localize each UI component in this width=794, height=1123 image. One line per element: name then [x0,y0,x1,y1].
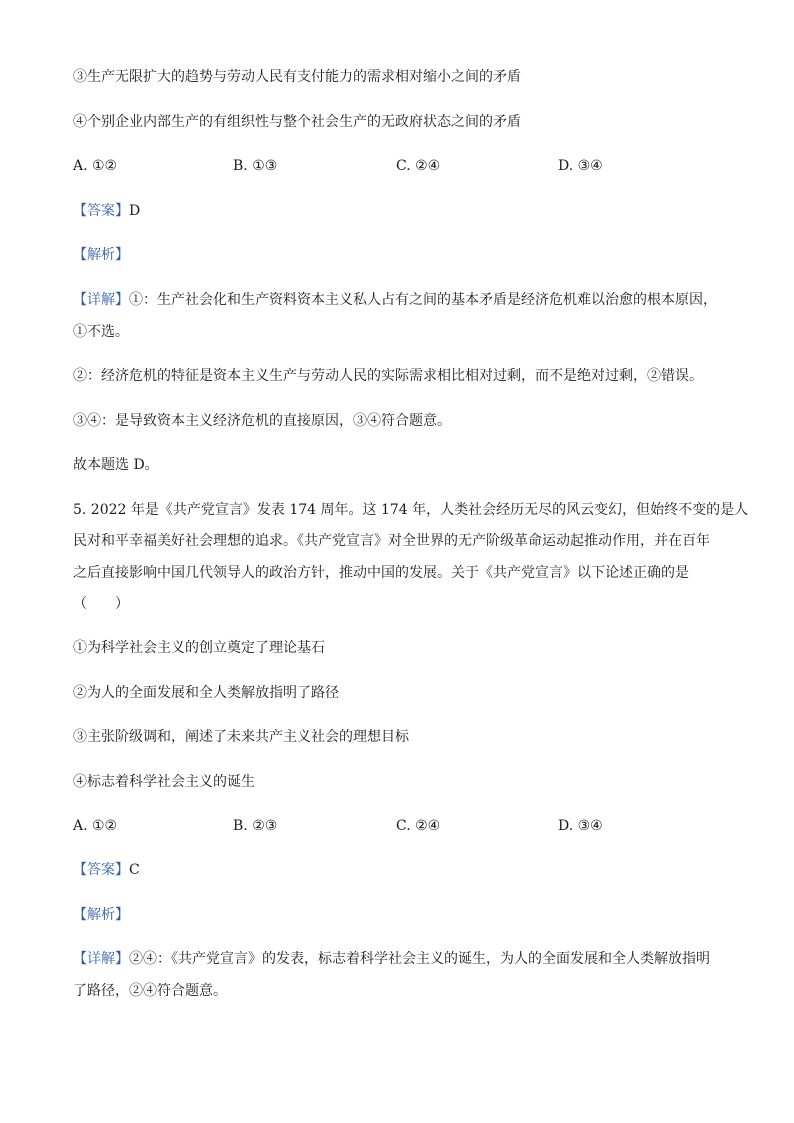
detail-text: ①：生产社会化和生产资料资本主义私人占有之间的基本矛盾是经济危机难以治愈的根本原因， [129,292,717,308]
q5-analysis-label: 【解析】 [73,907,129,923]
q5-choice-b: B. ②③ [233,818,278,834]
detail-label: 【详解】 [73,292,129,308]
q5-choice-d: D. ③④ [558,818,603,834]
q5-option-item-2: ②为人的全面发展和全人类解放指明了路径 [73,685,339,701]
answer-label: 【答案】 [73,862,129,878]
detail-text: ②④：《共产党宣言》的发表，标志着科学社会主义的诞生，为人的全面发展和全人类解放指明 [129,951,710,967]
q4-choice-d: D. ③④ [558,158,603,174]
q5-choice-a: A. ①② [73,818,118,834]
q4-choice-c: C. ②④ [396,158,441,174]
q4-choice-b: B. ①③ [233,158,278,174]
answer-value: C [129,862,140,878]
q4-analysis-label: 【解析】 [73,247,129,263]
q4-detail-line-2: ①不选。 [73,324,129,340]
q5-answer-choices [73,816,723,836]
q4-detail-line-4: ③④：是导致资本主义经济危机的直接原因，③④符合题意。 [73,413,451,429]
answer-label: 【答案】 [73,203,129,219]
q5-choice-c: C. ②④ [396,818,441,834]
q5-option-item-4: ④标志着科学社会主义的诞生 [73,774,255,790]
q4-answer-line [73,201,140,221]
q4-choice-a: A. ①② [73,158,118,174]
q4-option-item-3: ③生产无限扩大的趋势与劳动人民有支付能力的需求相对缩小之间的矛盾 [73,69,521,85]
detail-label: 【详解】 [73,951,129,967]
q5-answer-line [73,860,140,880]
q5-detail-line-1 [73,949,710,969]
q4-option-item-4: ④个别企业内部生产的有组织性与整个社会生产的无政府状态之间的矛盾 [73,114,521,130]
answer-value: D [129,203,141,219]
q4-answer-choices [73,156,723,176]
q5-detail-line-2: 了路径，②④符合题意。 [73,983,227,999]
q4-detail-line-1 [73,290,717,310]
q5-stem-line-1: 5. 2022 年是《共产党宣言》发表 174 周年。这 174 年，人类社会经历无尽的风云变幻，但始终不变的是人 [73,502,749,518]
q5-option-item-1: ①为科学社会主义的创立奠定了理论基石 [73,640,325,656]
q5-stem-line-3: 之后直接影响中国几代领导人的政治方针，推动中国的发展。关于《共产党宣言》以下论述正确的是 [73,565,689,581]
q5-stem-line-2: 民对和平幸福美好社会理想的追求。《共产党宣言》对全世界的无产阶级革命运动起推动作用，并在百年 [73,533,710,549]
q4-conclusion: 故本题选 D。 [73,457,159,473]
q4-detail-line-3: ②：经济危机的特征是资本主义生产与劳动人民的实际需求相比相对过剩，而不是绝对过剩，②错误。 [73,368,703,384]
q5-option-item-3: ③主张阶级调和，阐述了未来共产主义社会的理想目标 [73,729,409,745]
q5-stem-line-4: （ ） [73,596,129,612]
